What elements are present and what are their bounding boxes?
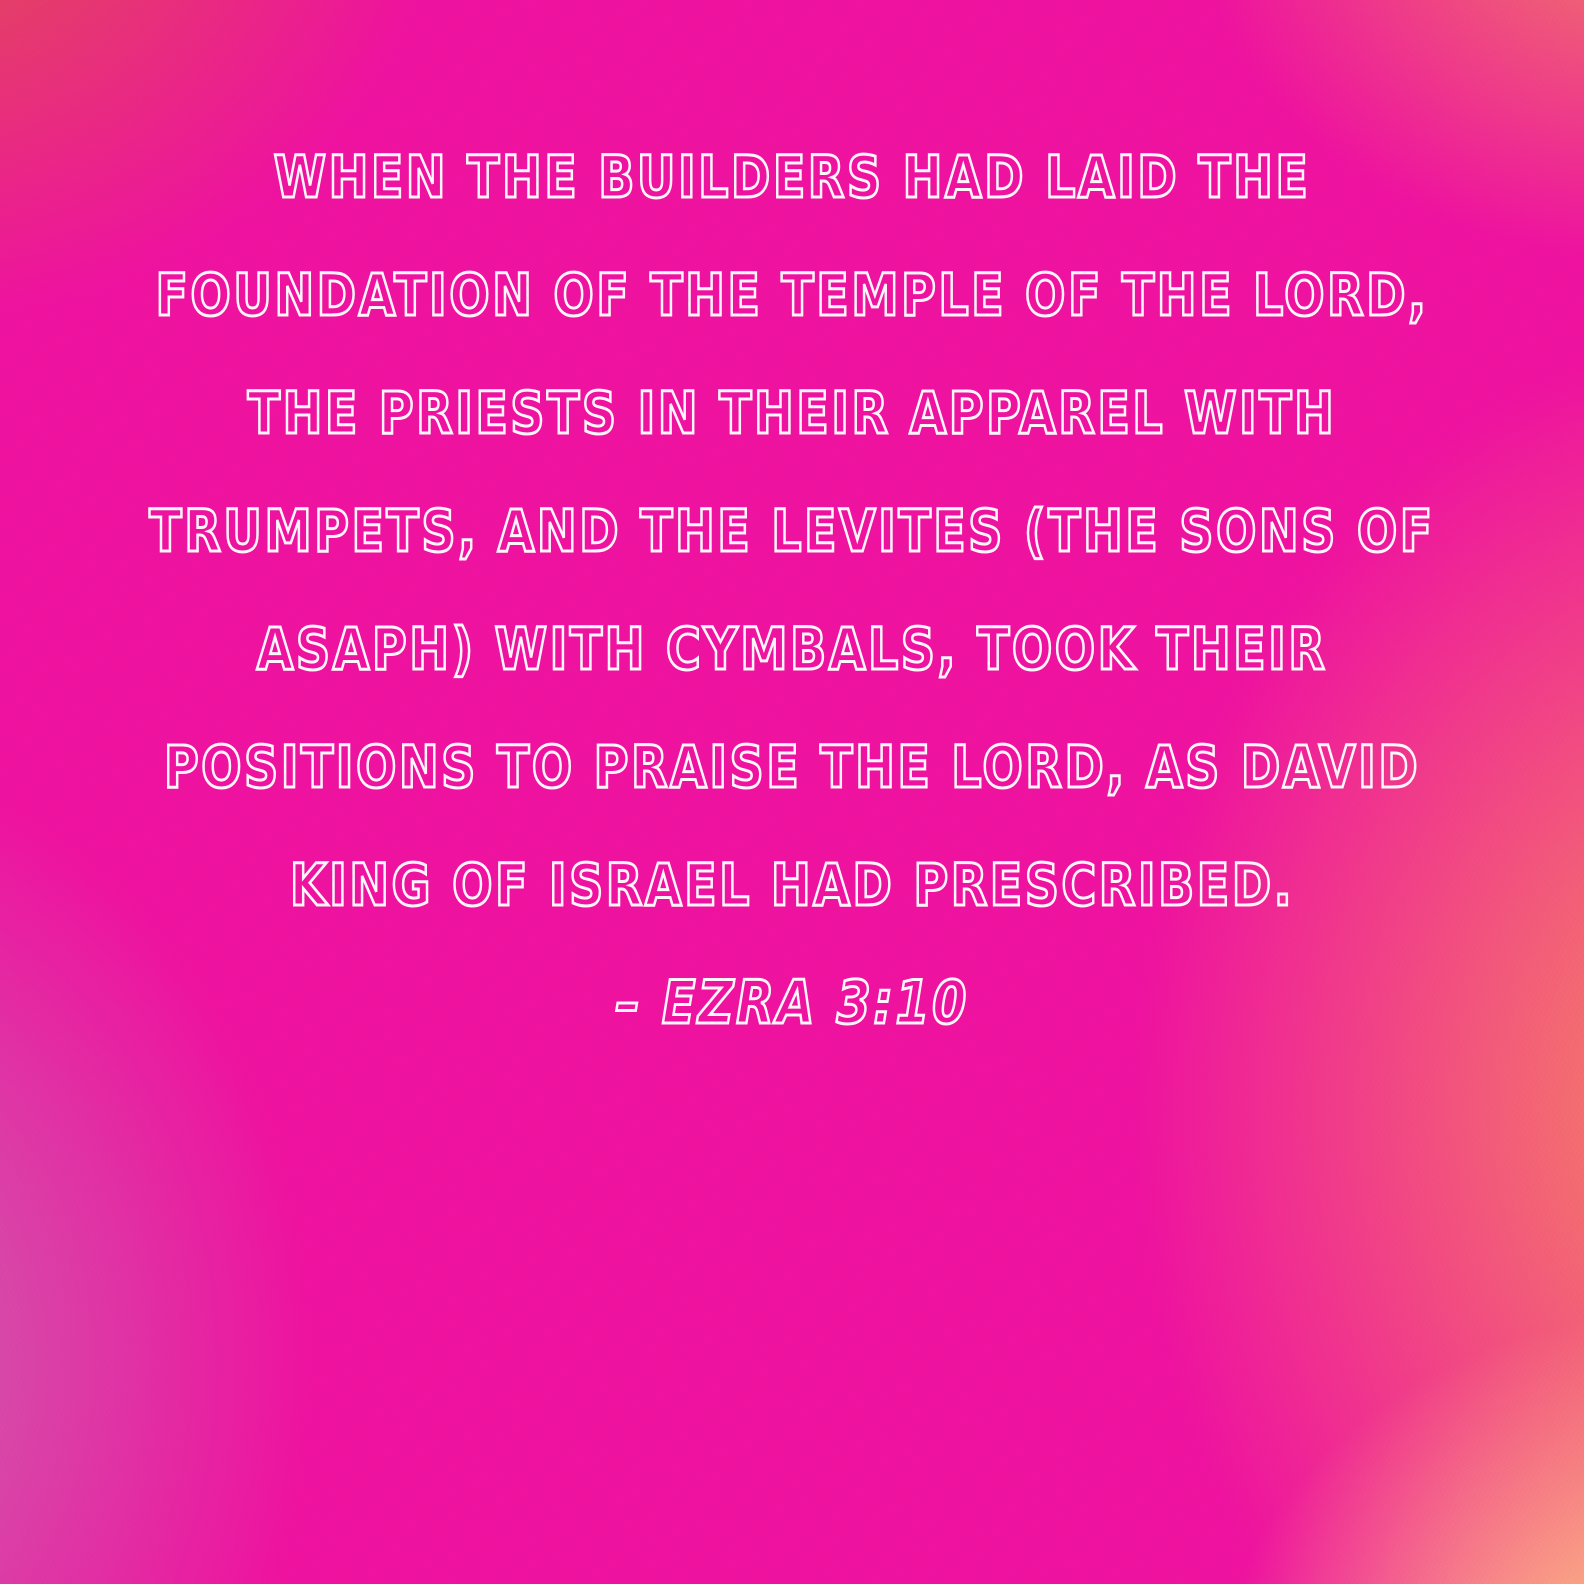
verse-line: ASAPH) WITH CYMBALS, TOOK THEIR (256, 615, 1328, 683)
verse-text-block (0, 118, 1584, 1062)
verse-reference: – EZRA 3:10 (615, 968, 969, 1038)
verse-line: WHEN THE BUILDERS HAD LAID THE (273, 143, 1311, 211)
verse-line: KING OF ISRAEL HAD PRESCRIBED. (289, 851, 1295, 919)
verse-line: FOUNDATION OF THE TEMPLE OF THE LORD, (155, 261, 1429, 329)
verse-line: TRUMPETS, AND THE LEVITES (THE SONS OF (149, 497, 1435, 565)
verse-line: POSITIONS TO PRAISE THE LORD, AS DAVID (163, 733, 1421, 801)
verse-line: THE PRIESTS IN THEIR APPAREL WITH (247, 379, 1337, 447)
